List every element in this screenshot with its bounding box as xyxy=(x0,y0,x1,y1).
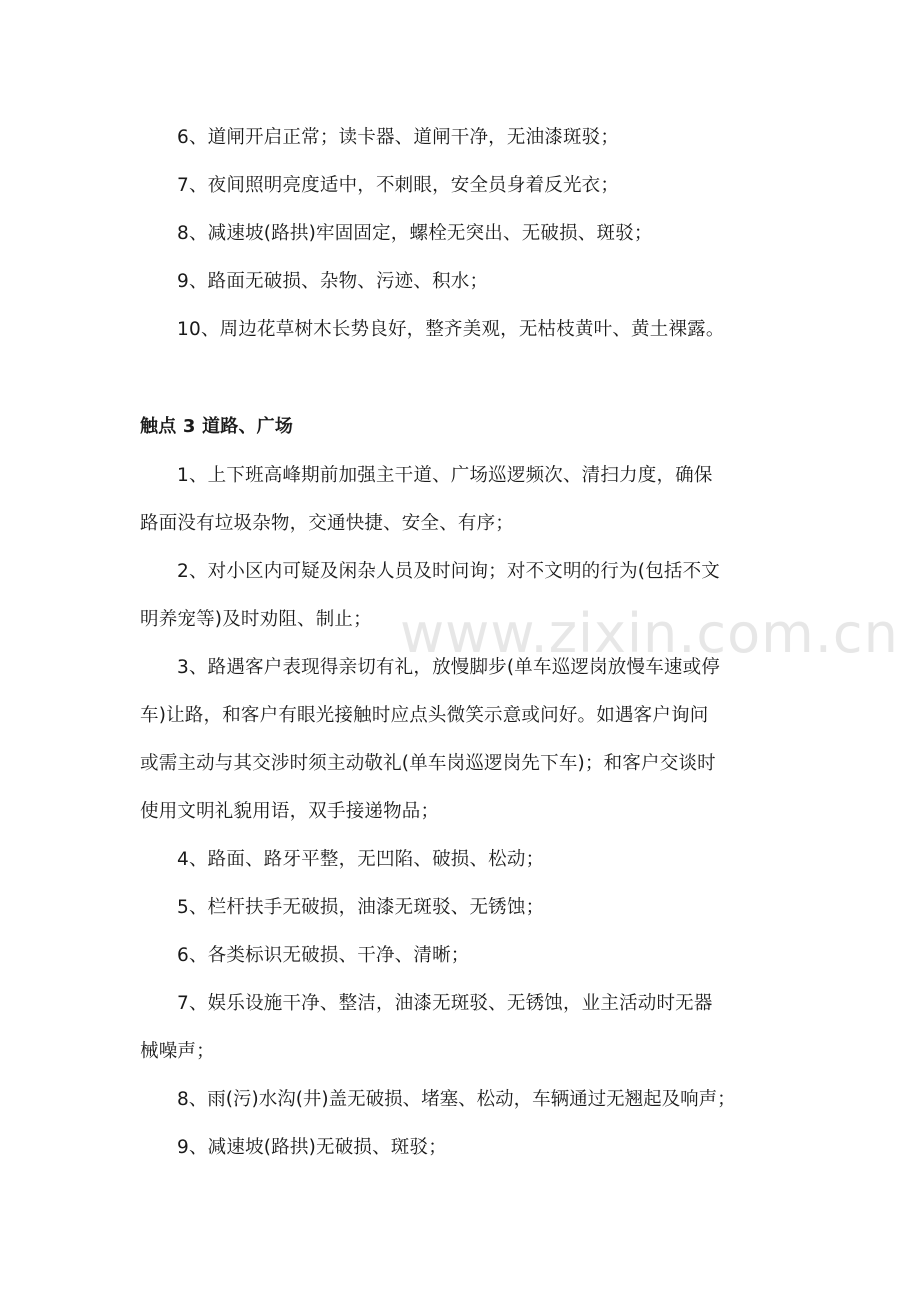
list-item: 6、道闸开启正常；读卡器、道闸干净，无油漆斑驳； xyxy=(177,127,620,148)
list-item-continuation: 使用文明礼貌用语，双手接递物品； xyxy=(140,801,440,822)
list-item-continuation: 或需主动与其交涉时须主动敬礼(单车岗巡逻岗先下车)；和客户交谈时 xyxy=(140,753,716,774)
list-item: 5、栏杆扶手无破损，油漆无斑驳、无锈蚀； xyxy=(177,897,545,918)
list-item-continuation: 明养宠等)及时劝阻、制止； xyxy=(140,609,372,630)
list-item: 1、上下班高峰期前加强主干道、广场巡逻频次、清扫力度，确保 xyxy=(177,465,713,486)
list-item: 9、路面无破损、杂物、污迹、积水； xyxy=(177,271,489,292)
list-item: 8、雨(污)水沟(井)盖无破损、堵塞、松动，车辆通过无翘起及响声； xyxy=(177,1089,736,1110)
list-item: 7、娱乐设施干净、整洁，油漆无斑驳、无锈蚀，业主活动时无器 xyxy=(177,993,713,1014)
list-item: 4、路面、路牙平整，无凹陷、破损、松动； xyxy=(177,849,545,870)
watermark: www.zixin.com.cn xyxy=(400,602,899,665)
list-item: 8、减速坡(路拱)牢固固定，螺栓无突出、无破损、斑驳； xyxy=(177,223,653,244)
list-item: 2、对小区内可疑及闲杂人员及时问询；对不文明的行为(包括不文 xyxy=(177,561,720,582)
list-item: 6、各类标识无破损、干净、清晰； xyxy=(177,945,470,966)
list-item-continuation: 车)让路，和客户有眼光接触时应点头微笑示意或问好。如遇客户询问 xyxy=(140,705,709,726)
list-item: 10、周边花草树木长势良好，整齐美观，无枯枝黄叶、黄土裸露。 xyxy=(177,319,725,340)
section-heading: 触点 3 道路、广场 xyxy=(140,416,294,437)
list-item: 7、夜间照明亮度适中，不刺眼，安全员身着反光衣； xyxy=(177,175,620,196)
list-item-continuation: 械噪声； xyxy=(140,1041,215,1062)
list-item: 3、路遇客户表现得亲切有礼，放慢脚步(单车巡逻岗放慢车速或停 xyxy=(177,657,720,678)
list-item-continuation: 路面没有垃圾杂物，交通快捷、安全、有序； xyxy=(140,513,515,534)
list-item: 9、减速坡(路拱)无破损、斑驳； xyxy=(177,1137,447,1158)
